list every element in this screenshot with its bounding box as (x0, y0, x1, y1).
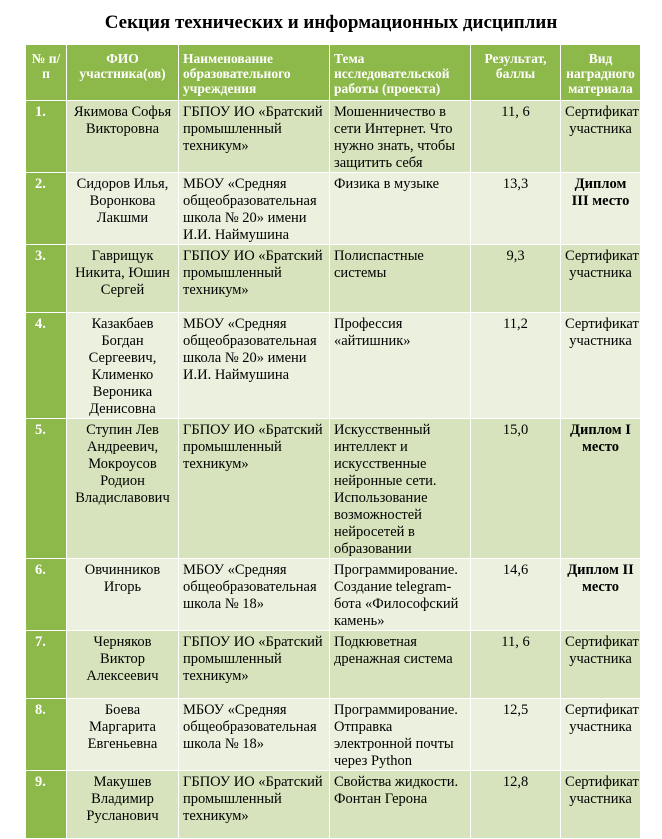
participant-name: Сидоров Илья, Воронкова Лакшми (67, 173, 179, 245)
award: Сертификат участника (561, 313, 641, 419)
header-score: Результат, баллы (471, 45, 561, 101)
institution: ГБПОУ ИО «Братский промышленный техникум» (179, 631, 330, 699)
row-number: 1. (26, 101, 67, 173)
institution: ГБПОУ ИО «Братский промышленный техникум» (179, 419, 330, 559)
participant-name: Якимова Софья Викторовна (67, 101, 179, 173)
award: Диплом I место (561, 419, 641, 559)
institution: МБОУ «Средняя общеобразовательная школа № 18» (179, 699, 330, 771)
institution: МБОУ «Средняя общеобразовательная школа № 20» имени И.И. Наймушина (179, 313, 330, 419)
row-number: 3. (26, 245, 67, 313)
row-number: 7. (26, 631, 67, 699)
institution: МБОУ «Средняя общеобразовательная школа № 20» имени И.И. Наймушина (179, 173, 330, 245)
institution: ГБПОУ ИО «Братский промышленный техникум» (179, 101, 330, 173)
row-number: 8. (26, 699, 67, 771)
table-row (26, 699, 641, 771)
score: 13,3 (471, 173, 561, 245)
row-number: 5. (26, 419, 67, 559)
score: 15,0 (471, 419, 561, 559)
score: 9,3 (471, 245, 561, 313)
project-topic: Полиспастные системы (330, 245, 471, 313)
participant-name: Гаврищук Никита, Юшин Сергей (67, 245, 179, 313)
header-num: № п/п (26, 45, 67, 101)
award: Сертификат участника (561, 699, 641, 771)
award: Сертификат участника (561, 631, 641, 699)
score: 12,8 (471, 771, 561, 839)
participant-name: Черняков Виктор Алексеевич (67, 631, 179, 699)
award: Сертификат участника (561, 101, 641, 173)
table-row (26, 419, 641, 559)
award: Диплом III место (561, 173, 641, 245)
project-topic: Подкюветная дренажная система (330, 631, 471, 699)
institution: ГБПОУ ИО «Братский промышленный техникум» (179, 771, 330, 839)
score: 11, 6 (471, 631, 561, 699)
table-row (26, 101, 641, 173)
project-topic: Программирование. Отправка электронной почты через Python (330, 699, 471, 771)
institution: МБОУ «Средняя общеобразовательная школа № 18» (179, 559, 330, 631)
participant-name: Боева Маргарита Евгеньевна (67, 699, 179, 771)
participant-name: Казакбаев Богдан Сергеевич, Клименко Вероника Денисовна (67, 313, 179, 419)
award: Сертификат участника (561, 245, 641, 313)
results-table (25, 44, 641, 839)
table-row (26, 771, 641, 839)
row-number: 9. (26, 771, 67, 839)
document-title: Секция технических и информационных дисциплин (104, 12, 558, 33)
project-topic: Физика в музыке (330, 173, 471, 245)
project-topic: Программирование. Создание telegram-бота «Философский камень» (330, 559, 471, 631)
institution: ГБПОУ ИО «Братский промышленный техникум» (179, 245, 330, 313)
award: Сертификат участника (561, 771, 641, 839)
participant-name: Ступин Лев Андреевич, Мокроусов Родион Владиславович (67, 419, 179, 559)
project-topic: Свойства жидкости. Фонтан Герона (330, 771, 471, 839)
header-org: Наименование образовательного учреждения (179, 45, 330, 101)
project-topic: Мошенничество в сети Интернет. Что нужно знать, чтобы защитить себя (330, 101, 471, 173)
score: 11,2 (471, 313, 561, 419)
header-fio: ФИО участника(ов) (67, 45, 179, 101)
row-number: 4. (26, 313, 67, 419)
score: 12,5 (471, 699, 561, 771)
award: Диплом II место (561, 559, 641, 631)
participant-name: Макушев Владимир Русланович (67, 771, 179, 839)
row-number: 2. (26, 173, 67, 245)
header-award: Вид наградного материала (561, 45, 641, 101)
project-topic: Профессия «айтишник» (330, 313, 471, 419)
table-row (26, 313, 641, 419)
project-topic: Искусственный интеллект и искусственные нейронные сети. Использование возможностей нейросетей в образовании (330, 419, 471, 559)
table-row (26, 631, 641, 699)
header-topic: Тема исследовательской работы (проекта) (330, 45, 471, 101)
header-row (26, 45, 641, 101)
row-number: 6. (26, 559, 67, 631)
score: 14,6 (471, 559, 561, 631)
table-row (26, 173, 641, 245)
score: 11, 6 (471, 101, 561, 173)
table-row (26, 559, 641, 631)
participant-name: Овчинников Игорь (67, 559, 179, 631)
table-row (26, 245, 641, 313)
